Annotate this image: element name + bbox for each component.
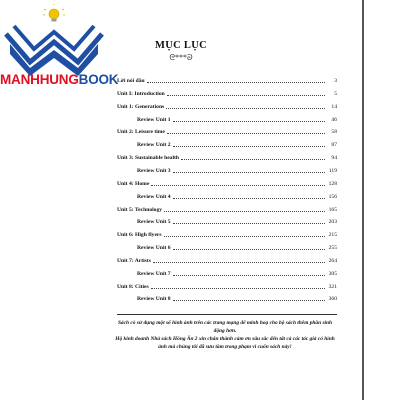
toc-entry-page-number: 3	[334, 78, 337, 84]
toc-leader-dots	[164, 211, 325, 212]
toc-entry-page-number: 165	[328, 206, 337, 213]
toc-leader-dots	[164, 236, 325, 237]
toc-unit-entry	[117, 151, 337, 161]
toc-entry-page-number: 203	[328, 219, 337, 226]
toc-entry-page-number: 94	[331, 155, 337, 162]
toc-entry-label: Unit 5: Technology	[117, 206, 163, 213]
toc-entry-label: Unit 6: High flyers	[117, 232, 162, 239]
toc-leader-dots	[167, 133, 325, 134]
toc-unit-entry	[117, 254, 337, 264]
toc-entry-label: Unit 2: Leisure time	[117, 129, 165, 136]
toc-entry-label: Review Unit 3	[137, 167, 171, 174]
lightbulb-icon	[43, 4, 65, 22]
toc-review-entry	[117, 113, 337, 123]
toc-entry-page-number: 58	[331, 129, 337, 136]
footnote-image-credit: Sách có sử dụng một số hình ảnh trên các trang mạng để minh hoạ cho bộ sách thêm phần sinh động hơn.	[117, 320, 333, 334]
toc-unit-entry	[117, 177, 337, 187]
toc-entry-label: Unit I: Introduction	[117, 90, 165, 97]
toc-unit-entry	[117, 280, 337, 290]
brand-logo-text: MANHHUNGBOOK	[0, 72, 119, 87]
toc-leader-dots	[167, 95, 325, 96]
toc-leader-dots	[153, 262, 325, 263]
toc-unit-entry	[117, 203, 337, 213]
toc-entry-page-number: 14	[331, 103, 337, 110]
toc-unit-entry	[117, 228, 337, 238]
toc-unit-entry	[117, 125, 337, 135]
toc-leader-dots	[173, 146, 325, 147]
toc-review-entry	[117, 138, 337, 148]
toc-leader-dots	[151, 185, 325, 186]
toc-leader-dots	[151, 288, 325, 289]
title-ornament: ᘓ***ᘐ	[169, 53, 193, 62]
toc-review-entry	[117, 267, 337, 277]
toc-entry-page-number: 305	[328, 270, 337, 277]
toc-leader-dots	[173, 300, 325, 301]
toc-entry-page-number: 87	[331, 142, 337, 149]
toc-leader-dots	[173, 121, 325, 122]
page-title: MỤC LỤC	[155, 40, 207, 51]
toc-entry-label: Unit 1: Generations	[117, 103, 165, 110]
toc-entry-page-number: 119	[328, 167, 337, 174]
toc-review-entry	[117, 164, 337, 174]
toc-unit-entry	[117, 87, 337, 97]
page-edge-shadow	[362, 0, 364, 400]
toc-entry-label: Unit 7: Artists	[117, 257, 151, 264]
toc-leader-dots	[173, 223, 325, 224]
toc-leader-dots	[173, 198, 325, 199]
toc-entry-label: Unit 8: Cities	[117, 283, 149, 290]
toc-unit-entry	[117, 74, 337, 84]
toc-entry-label: Review Unit 2	[137, 142, 171, 149]
toc-entry-label: Review Unit 8	[137, 296, 171, 303]
toc-leader-dots	[181, 159, 325, 160]
footnote-thanks: Hộ kinh doanh Nhà sách Hồng Ân 2 xin chân thành cảm ơn sâu sắc đến tất cả các tác giả có hình ảnh mà chúng tôi đã sưu tầm trong phạm vi cuốn sách này!	[115, 336, 335, 350]
toc-entry-label: Unit 4: Home	[117, 180, 150, 187]
footnote-divider	[117, 314, 337, 315]
toc-entry-page-number: 5	[334, 90, 337, 97]
toc-leader-dots	[173, 172, 325, 173]
toc-entry-page-number: 128	[328, 180, 337, 187]
toc-leader-dots	[147, 82, 325, 83]
toc-review-entry	[117, 190, 337, 200]
toc-entry-label: Lời nói đầu	[117, 78, 145, 84]
toc-entry-label: Review Unit 4	[137, 193, 171, 200]
toc-leader-dots	[166, 108, 325, 109]
toc-entry-label: Review Unit 5	[137, 219, 171, 226]
toc-entry-page-number: 360	[328, 296, 337, 303]
toc-leader-dots	[173, 275, 325, 276]
toc-leader-dots	[173, 249, 325, 250]
toc-entry-page-number: 215	[328, 232, 337, 239]
toc-entry-page-number: 46	[331, 116, 337, 123]
toc-entry-page-number: 255	[328, 245, 337, 252]
toc-entry-page-number: 264	[328, 257, 337, 264]
toc-entry-label: Review Unit 1	[137, 116, 171, 123]
toc-review-entry	[117, 215, 337, 225]
toc-entry-page-number: 156	[328, 193, 337, 200]
toc-entry-page-number: 321	[328, 283, 337, 290]
toc-unit-entry	[117, 100, 337, 110]
toc-entry-label: Unit 3: Sustainable health	[117, 155, 180, 162]
toc-review-entry	[117, 292, 337, 302]
toc-entry-label: Review Unit 7	[137, 270, 171, 277]
toc-entry-label: Review Unit 6	[137, 245, 171, 252]
toc-review-entry	[117, 241, 337, 251]
